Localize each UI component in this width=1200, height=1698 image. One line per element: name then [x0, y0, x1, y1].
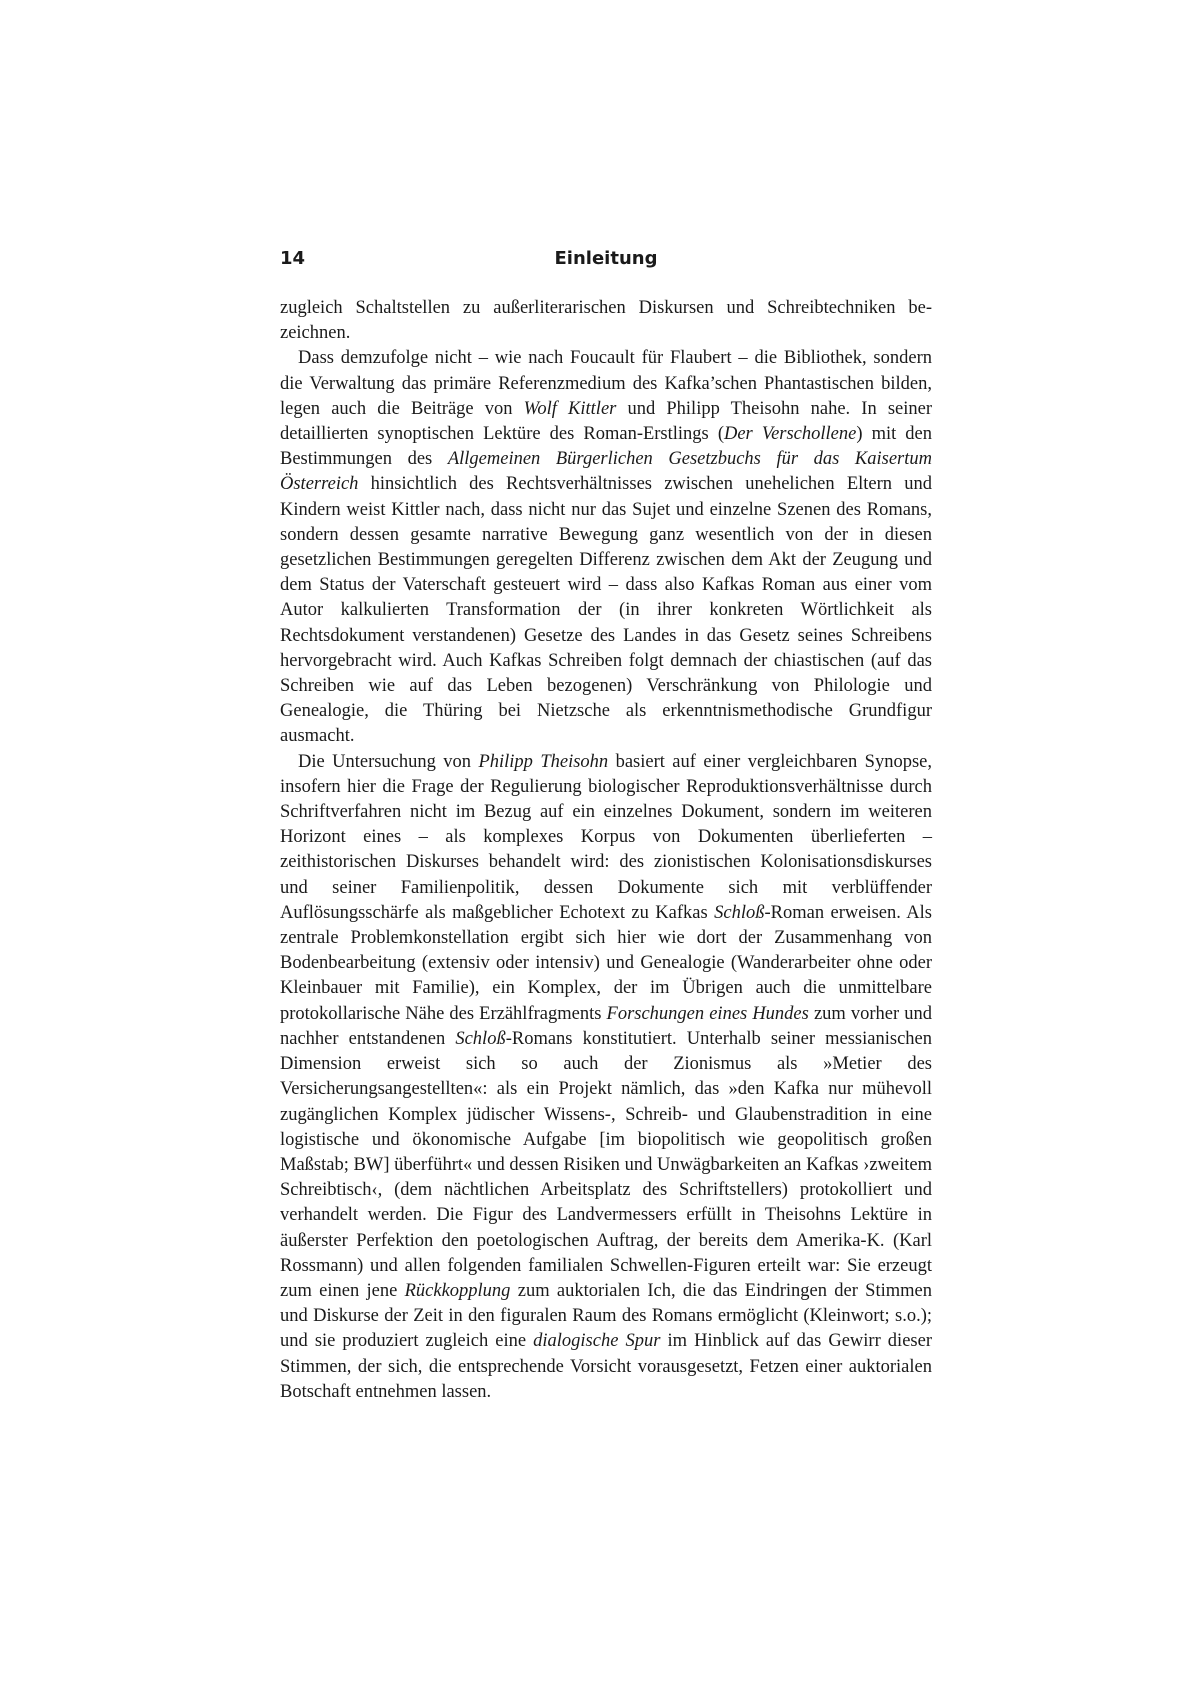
running-title: Einleitung: [554, 248, 658, 269]
italic-segment: Schloß: [714, 902, 765, 923]
text-segment: -Romans konstitutiert. Unterhalb seiner messianischen Dimension erweist sich so auch der Zionismus als »Metier des Versicherungsangestellten«: als ein Projekt nämlich, das »den Kafka nur mühevoll zugänglichen Komplex jüdischer Wissens-, Schreib- und Glaubenstradition in eine logistische und ökonomische Aufgabe [im biopolitisch wie geopolitisch großen Maßstab; BW] überführt« und dessen Risiken und Unwägbarkeiten an Kafkas ›zweitem Schreibtisch‹, (dem nächtlichen Arbeitsplatz des Schriftstellers) protokolliert und verhandelt werden. Die Figur des Landvermessers erfüllt in Theisohns Lektüre in äußerster Perfektion den poetologischen Auftrag, der bereits dem Amerika-K. (Karl Rossmann) und allen folgenden familialen Schwellen-Figuren erteilt war: Sie erzeugt zum einen jene: [280, 1028, 932, 1301]
italic-segment: dialogische Spur: [533, 1331, 661, 1352]
text-segment: zum auktorialen Ich, die das Eindringen der Stimmen und Diskurse der Zeit in den figuralen Raum des Romans ermöglicht (Kleinwort; s.o.); und sie produziert zugleich eine: [280, 1280, 932, 1352]
body-text: [280, 296, 932, 1405]
text-segment: und Philipp Theisohn nahe. In seiner detaillierten synoptischen Lektüre des Roman-Erstlings (: [280, 398, 933, 445]
page-number: 14: [280, 248, 306, 269]
text-segment: Die Untersuchung von: [298, 751, 479, 772]
text-segment: basiert auf einer vergleichbaren Synopse, insofern hier die Frage der Regulierung biologischer Reproduktionsverhältnisse durch Schriftverfahren nicht im Bezug auf ein einzelnes Dokument, sondern im weiteren Horizont eines – als komplexes Korpus von Dokumenten überlieferten – zeithistorischen Diskurses behandelt wird: des zionistischen Kolonisationsdiskurses und seiner Familienpolitik, dessen Dokumente sich mit verblüffender Auflösungsschärfe als maßgeblicher Echotext zu Kafkas: [280, 751, 932, 923]
text-segment: Dass demzufolge nicht – wie nach Foucault für Flaubert – die Bibliothek, sondern die Verwaltung das primäre Referenzmedium des Kafka’schen Phantastischen bilden, legen auch die Beiträge von: [280, 348, 932, 419]
text-segment: zum vorher und nachher entstandenen: [280, 1003, 933, 1049]
text-segment: zugleich Schaltstellen zu außerliterarischen Diskursen und Schreibtechniken bezeichnen.: [280, 298, 932, 344]
italic-segment: Wolf Kittler: [523, 398, 617, 419]
italic-segment: Forschungen eines Hundes: [606, 1003, 809, 1024]
paragraph: [280, 750, 932, 1405]
italic-segment: Schloß: [455, 1028, 506, 1049]
italic-segment: Philipp Theisohn: [478, 751, 609, 772]
paragraph: [280, 346, 932, 749]
paragraph: [280, 296, 932, 346]
italic-segment: Rückkopplung: [404, 1280, 511, 1301]
text-segment: hinsichtlich des Rechtsverhältnisses zwischen unehelichen Eltern und Kindern weist Kittler nach, dass nicht nur das Sujet und einzelne Szenen des Romans, sondern dessen gesamte narrative Bewegung ganz wesentlich von der in diesen gesetzlichen Bestimmungen geregelten Differenz zwischen dem Akt der Zeugung und dem Status der Vaterschaft gesteuert wird – dass also Kafkas Roman aus einer vom Autor kalkulierten Transformation der (in ihrer konkreten Wörtlichkeit als Rechtsdokument verstandenen) Gesetze des Landes in das Gesetz seines Schreibens hervorgebracht wird. Auch Kafkas Schreiben folgt demnach der chiastischen (auf das Schreiben wie auf das Leben bezogenen) Verschränkung von Philologie und Genealogie, die Thüring bei Nietzsche als erkenntnismethodische Grundfigur ausmacht.: [280, 474, 932, 747]
text-segment: ) mit den Bestimmungen des: [280, 424, 933, 470]
text-segment: im Hinblick auf das Gewirr dieser Stimmen, der sich, die entsprechende Vorsicht vorausgesetzt, Fetzen einer auktorialen Botschaft entnehmen lassen.: [280, 1331, 932, 1402]
page-header: [280, 248, 932, 278]
italic-segment: Der Verschollene: [723, 424, 857, 445]
text-segment: -Roman erweisen. Als zentrale Problemkonstellation ergibt sich hier wie dort der Zusammenhang von Bodenbearbeitung (extensiv oder intensiv) und Genealogie (Wanderarbeiter ohne oder Kleinbauer mit Familie), ein Komplex, der im Übrigen auch die unmittelbare protokollarische Nähe des Erzählfragments: [280, 902, 932, 1024]
italic-segment: Allgemeinen Bürgerlichen Gesetzbuchs für das Kaisertum Österreich: [280, 449, 932, 495]
